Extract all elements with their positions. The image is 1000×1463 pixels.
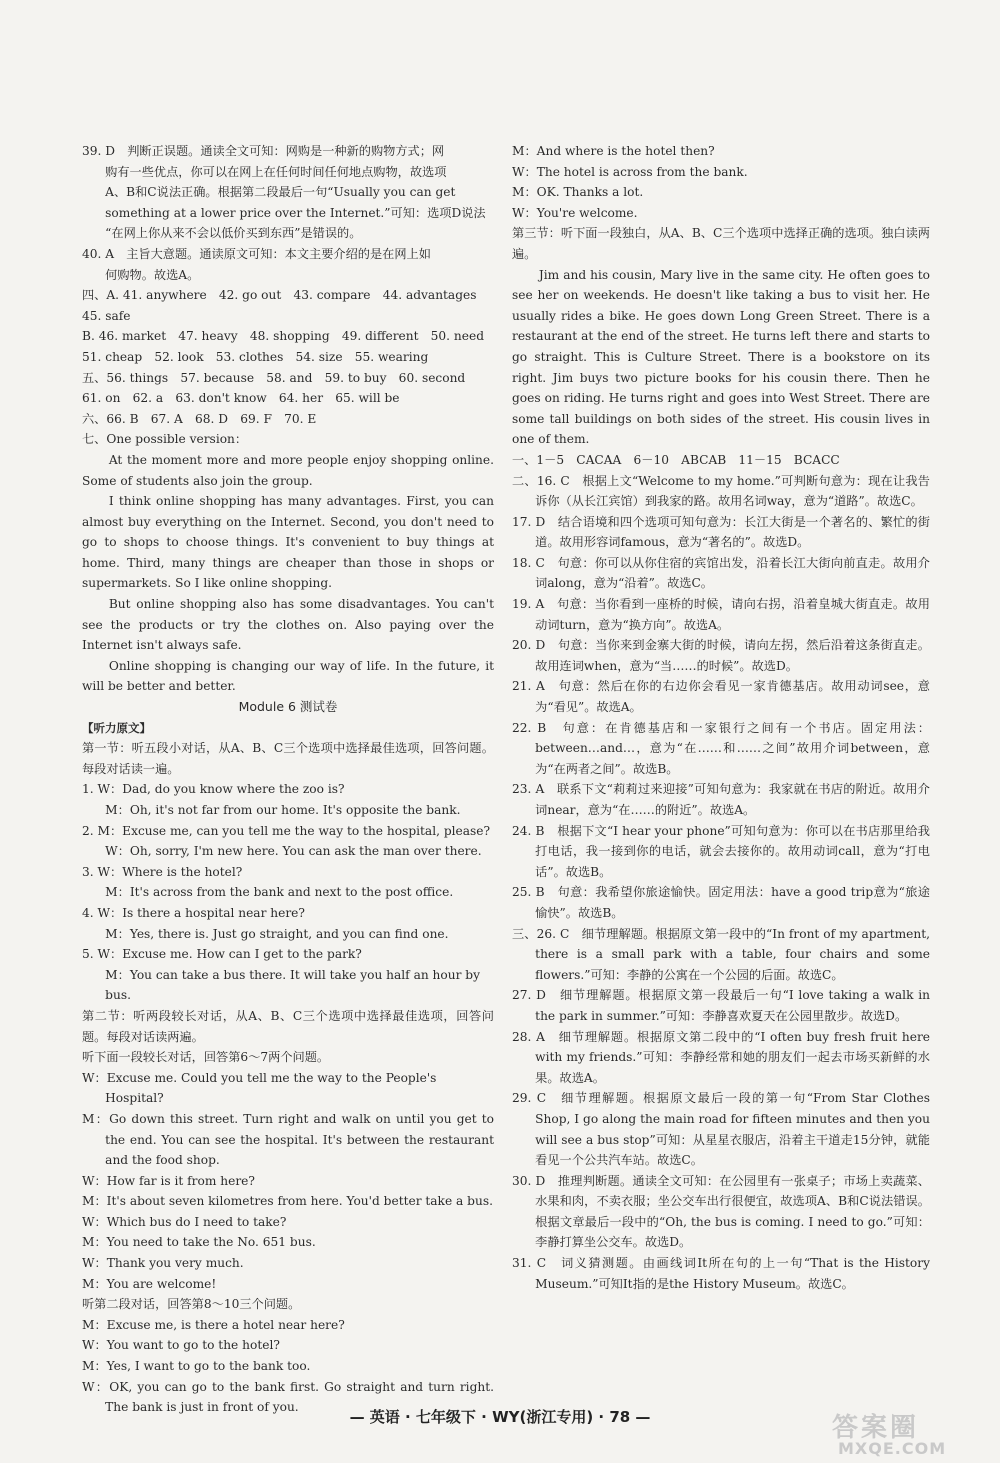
part2-sub1: 听下面一段较长对话，回答第6～7两个问题。 xyxy=(82,1050,330,1065)
answer-28: 28. A 细节理解题。根据原文第二段中的“I often buy fresh fruit here with my friends.”可知：李静经常和她的朋友们一起去市场买新鲜的水果。故选A。 xyxy=(512,1029,930,1085)
dialog-line: W：Which bus do I need to take? xyxy=(82,1214,287,1229)
long-dialog-1 xyxy=(82,1068,494,1295)
text-line: 五、56. things 57. because 58. and 59. to buy 60. second xyxy=(82,370,466,385)
part2-sub2: 听第二段对话，回答第8～10三个问题。 xyxy=(82,1297,301,1312)
text-line: 四、A. 41. anywhere 42. go out 43. compare 44. advantages xyxy=(82,288,477,303)
text-line: A、B和C说法正确。根据第二段最后一句“Usually you can get xyxy=(105,185,456,200)
text-line: something at a lower price over the Internet.”可知：选项D说法 xyxy=(105,205,486,220)
section-5-answers xyxy=(82,368,494,409)
right-column xyxy=(512,141,930,1294)
dialog-line: M：Oh, it's not far from our home. It's opposite the bank. xyxy=(105,803,461,817)
text-line: 51. cheap 52. look 53. clothes 54. size 55. wearing xyxy=(82,349,429,364)
watermark-logo xyxy=(820,1405,996,1463)
dialog-line: M：You can take a bus there. It will take you half an hour by bus. xyxy=(105,967,480,1003)
short-dialogs xyxy=(82,779,494,1006)
answer-40 xyxy=(82,244,494,285)
listening-script-tag: 【听力原文】 xyxy=(82,720,151,735)
sample-essay xyxy=(82,450,494,697)
text-line: 61. on 62. a 63. don't know 64. her 65. will be xyxy=(82,391,400,406)
essay-paragraph: But online shopping also has some disadvantages. You can't see the products or try the clothes on. Also paying over the Internet isn't always safe. xyxy=(82,597,494,653)
answer-30: 30. D 推理判断题。通读全文可知：在公园里有一张桌子；市场上卖蔬菜、水果和肉，不卖衣服；坐公交车出行很便宜，故选项A、B和C说法错误。根据文章最后一段中的“Oh, the bus is coming. I need to go.”可知：李静打算坐公交车。故选D。 xyxy=(512,1173,930,1250)
dialog-line: 5. W：Excuse me. How can I get to the park? xyxy=(82,947,362,962)
dialog-line: M：Yes, I want to go to the bank too. xyxy=(82,1359,311,1374)
answer-26: 三、26. C 细节理解题。根据原文第一段中的“In front of my apartment, there is a small park with a table, four chairs and some flowers.”可知：李静的公寓在一个公园的后面。故选C。 xyxy=(512,926,930,982)
dialog-line: W：Oh, sorry, I'm new here. You can ask the man over there. xyxy=(105,844,482,859)
text-line: 39. D 判断正误题。通读全文可知：网购是一种新的购物方式；网 xyxy=(82,144,445,158)
answer-25: 25. B 句意：我希望你旅途愉快。固定用法：have a good trip意为“旅途愉快”。故选B。 xyxy=(512,885,930,920)
answer-27: 27. D 细节理解题。根据原文第一段最后一句“I love taking a walk in the park in summer.”可知：李静喜欢夏天在公园里散步。故选D。 xyxy=(512,988,930,1023)
long-dialog-2 xyxy=(82,1315,494,1418)
page-footer: — 英语 · 七年级下 · WY(浙江专用) · 78 — xyxy=(349,1408,651,1426)
module-title: Module 6 测试卷 xyxy=(238,699,338,715)
text-line: 何购物。故选A。 xyxy=(105,267,200,282)
dialog-line: W：OK, you can go to the bank first. Go straight and turn right. The bank is just in front of you. xyxy=(82,1379,494,1415)
text-line: 购有一些优点，你可以在网上在任何时间任何地点购物，故选项 xyxy=(105,164,447,179)
answer-23: 23. A 联系下文“莉莉过来迎接”可知句意为：我家就在书店的附近。故用介词near，意为“在……的附近”。故选A。 xyxy=(512,782,930,817)
dialog-line: M：Yes, there is. Just go straight, and you can find one. xyxy=(105,926,449,941)
essay-paragraph: Online shopping is changing our way of life. In the future, it will be better and better. xyxy=(82,658,494,694)
dialog-line: M：Excuse me, is there a hotel near here? xyxy=(82,1317,345,1332)
section-7-heading: 七、One possible version： xyxy=(82,432,248,447)
left-column xyxy=(82,141,494,1418)
dialog-line: W：Thank you very much. xyxy=(82,1256,244,1271)
dialog-line: M：It's across from the bank and next to the post office. xyxy=(105,885,454,900)
essay-paragraph: At the moment more and more people enjoy shopping online. Some of students also join the group. xyxy=(82,452,494,488)
text-line: 45. safe xyxy=(82,308,131,323)
text-line: “在网上你从来不会以低价买到东西”是错误的。 xyxy=(105,226,362,241)
dialog-line: M：You need to take the No. 651 bus. xyxy=(82,1235,316,1250)
part2-intro: 第二节：听两段较长对话，从A、B、C三个选项中选择最佳选项，回答问题。每段对话读两遍。 xyxy=(82,1008,494,1044)
dialog-line: M：It's about seven kilometres from here. You'd better take a bus. xyxy=(82,1194,493,1209)
long-dialog-2-continued xyxy=(512,141,930,223)
dialog-line: M：Go down this street. Turn right and walk on until you get to the end. You can see the hospital. It's between the restaurant and the food shop. xyxy=(82,1111,494,1168)
dialog-line: 1. W：Dad, do you know where the zoo is? xyxy=(82,782,345,797)
text-line: 40. A 主旨大意题。通读原文可知：本文主要介绍的是在网上如 xyxy=(82,246,431,261)
dialog-line: W：How far is it from here? xyxy=(82,1173,255,1188)
answer-31: 31. C 词义猜测题。由画线词It所在句的上一句“That is the History Museum.”可知It指的是the History Museum。故选C。 xyxy=(512,1256,930,1291)
answer-explanations xyxy=(512,471,930,1295)
dialog-line: M：OK. Thanks a lot. xyxy=(512,185,644,200)
answer-24: 24. B 根据下文“I hear your phone”可知句意为：你可以在书店那里给我打电话，我一接到你的电话，就会去接你的。故用动词call，意为“打电话”。故选B。 xyxy=(512,823,930,879)
answer-20: 20. D 句意：当你来到金寨大街的时候，请向左拐，然后沿着这条街直走。故用连词when，意为“当……的时候”。故选D。 xyxy=(512,638,930,673)
watermark-text: 答案圈 xyxy=(832,1413,920,1443)
part1-intro: 第一节：听五段小对话，从A、B、C三个选项中选择最佳选项，回答问题。每段对话读一遍。 xyxy=(82,741,494,776)
section-4-answers xyxy=(82,285,494,367)
answer-16: 二、16. C 根据上文“Welcome to my home.”可判断句意为：现在让我告诉你（从长江宾馆）到我家的路。故用名词way，意为“道路”。故选C。 xyxy=(512,473,930,509)
dialog-line: 2. M：Excuse me, can you tell me the way to the hospital, please? xyxy=(82,823,491,838)
watermark-url: MXQE.COM xyxy=(838,1439,947,1458)
answer-21: 21. A 句意：然后在你的右边你会看见一家肯德基店。故用动词see，意为“看见”。故选A。 xyxy=(512,679,930,715)
dialog-line: M：You are welcome! xyxy=(82,1276,217,1291)
dialog-line: 4. W：Is there a hospital near here? xyxy=(82,905,305,920)
essay-paragraph: I think online shopping has many advantages. First, you can almost buy everything on the Internet. Second, you don't need to go to shops to choose things. It's convenient to buy things at home. Third, many things are cheaper than those in shops or supermarkets. So I like online shopping. xyxy=(82,494,494,591)
answer-22: 22. B 句意：在肯德基店和一家银行之间有一个书店。固定用法：between…and…，意为“在……和……之间”故用介词between，意为“在两者之间”。故选B。 xyxy=(512,720,930,776)
dialog-line: W：Excuse me. Could you tell me the way to the People's Hospital? xyxy=(82,1070,437,1106)
answer-17: 17. D 结合语境和四个选项可知句意为：长江大街是一个著名的、繁忙的街道。故用形容词famous，意为“著名的”。故选D。 xyxy=(512,514,930,550)
dialog-line: W：The hotel is across from the bank. xyxy=(512,164,748,179)
dialog-line: M：And where is the hotel then? xyxy=(512,144,715,158)
answer-39 xyxy=(82,141,494,244)
text-line: B. 46. market 47. heavy 48. shopping 49. different 50. need xyxy=(82,329,485,344)
answer-18: 18. C 句意：你可以从你住宿的宾馆出发，沿着长江大街向前直走。故用介词along，意为“沿着”。故选C。 xyxy=(512,555,930,591)
answer-29: 29. C 细节理解题。根据原文最后一段的第一句“From Star Clothes Shop, I go along the main road for fifteen minutes and then you will see a bus stop”可知：从星星衣服店，沿着主干道走15分钟，就能看见一个公共汽车站。故选C。 xyxy=(512,1091,930,1168)
dialog-line: 3. W：Where is the hotel? xyxy=(82,864,243,879)
part3-intro: 第三节：听下面一段独白，从A、B、C三个选项中选择正确的选项。独白读两遍。 xyxy=(512,226,930,261)
section-1-answers: 一、1－5 CACAA 6－10 ABCAB 11－15 BCACC xyxy=(512,452,840,467)
monologue: Jim and his cousin, Mary live in the same city. He often goes to see her on weekends. He doesn't like taking a bus to visit her. He usually rides a bike. He goes down Long Green Street. There is a restaurant at the end of the street. He turns left there and starts to go straight. This is Culture Street. There is a bookstore on its right. Jim buys two picture books for his cousin there. Then he goes on riding. He turns right and goes into West Street. There are some tall buildings on both sides of the street. His cousin lives in one of them. xyxy=(512,267,930,447)
dialog-line: W：You want to go to the hotel? xyxy=(82,1338,280,1353)
section-6-answers: 六、66. B 67. A 68. D 69. F 70. E xyxy=(82,411,317,426)
dialog-line: W：You're welcome. xyxy=(512,205,638,220)
answer-19: 19. A 句意：当你看到一座桥的时候，请向右拐，沿着皇城大街直走。故用动词turn，意为“换方向”。故选A。 xyxy=(512,597,930,632)
